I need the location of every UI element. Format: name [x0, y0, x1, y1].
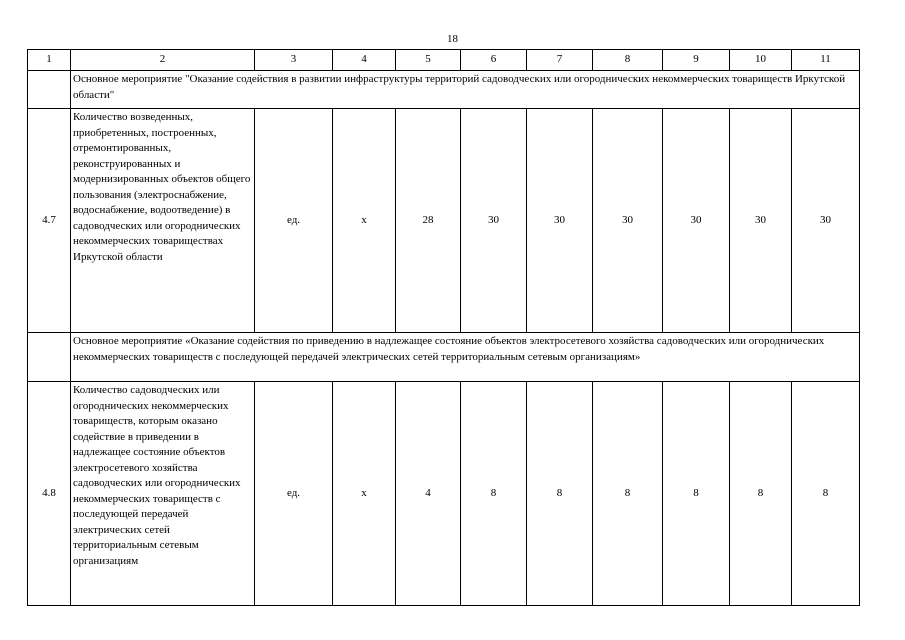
- unit-cell: ед.: [255, 382, 333, 606]
- column-header: 1: [28, 50, 71, 71]
- column-header: 11: [792, 50, 860, 71]
- section-row: [28, 333, 860, 382]
- value-cell: х: [333, 382, 396, 606]
- row-number: 4.8: [28, 382, 71, 606]
- table-row: [28, 382, 860, 606]
- page-number: 18: [447, 33, 458, 45]
- value-cell: 8: [730, 382, 792, 606]
- section-title: Основное мероприятие «Оказание содействия по приведению в надлежащее состояние объектов электросетевого хозяйства садоводческих или огороднических некоммерческих товариществ с последующей передачей электрических сетей территориальным сетевым организациям»: [71, 333, 860, 382]
- table-row: [28, 109, 860, 333]
- value-cell: 30: [663, 109, 730, 333]
- value-cell: 30: [593, 109, 663, 333]
- value-cell: 28: [396, 109, 461, 333]
- column-header: 3: [255, 50, 333, 71]
- column-header: 4: [333, 50, 396, 71]
- value-cell: х: [333, 109, 396, 333]
- column-header: 10: [730, 50, 792, 71]
- column-number-row: [28, 50, 860, 71]
- value-cell: 8: [527, 382, 593, 606]
- row-number: 4.7: [28, 109, 71, 333]
- column-header: 7: [527, 50, 593, 71]
- column-header: 5: [396, 50, 461, 71]
- column-header: 8: [593, 50, 663, 71]
- value-cell: 30: [792, 109, 860, 333]
- indicators-table: [27, 49, 860, 606]
- section-title: Основное мероприятие "Оказание содействия в развитии инфраструктуры территорий садоводческих или огороднических некоммерческих товариществ Иркутской области": [71, 71, 860, 109]
- indicator-description: Количество садоводческих или огороднических некоммерческих товариществ, которым оказано содействие в приведении в надлежащее состояние объектов электросетевого хозяйства садоводческих или огороднических некоммерческих товариществ с последующей передачей электрических сетей территориальным сетевым организациям: [71, 382, 255, 606]
- section-number-cell: [28, 333, 71, 382]
- value-cell: 30: [730, 109, 792, 333]
- value-cell: 30: [527, 109, 593, 333]
- indicator-description: Количество возведенных, приобретенных, построенных, отремонтированных, реконструированных и модернизированных объектов общего пользования (электроснабжение, водоснабжение, водоотведение) в садоводческих или огороднических некоммерческих товариществах Иркутской области: [71, 109, 255, 333]
- unit-cell: ед.: [255, 109, 333, 333]
- value-cell: 8: [663, 382, 730, 606]
- value-cell: 4: [396, 382, 461, 606]
- section-number-cell: [28, 71, 71, 109]
- column-header: 2: [71, 50, 255, 71]
- value-cell: 8: [593, 382, 663, 606]
- column-header: 9: [663, 50, 730, 71]
- value-cell: 30: [461, 109, 527, 333]
- column-header: 6: [461, 50, 527, 71]
- value-cell: 8: [461, 382, 527, 606]
- section-row: [28, 71, 860, 109]
- value-cell: 8: [792, 382, 860, 606]
